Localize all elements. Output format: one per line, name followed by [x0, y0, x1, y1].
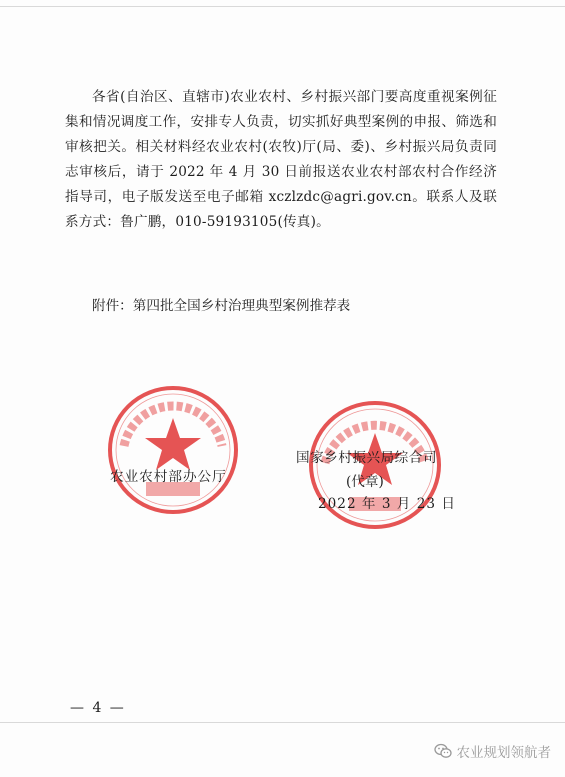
- attachment-line: 附件：第四批全国乡村治理典型案例推荐表: [92, 298, 351, 314]
- signature-date: 2022 年 3 月 23 日: [318, 496, 456, 512]
- body-paragraph: 各省(自治区、直辖市)农业农村、乡村振兴部门要高度重视案例征集和情况调度工作，安排专人负责，切实抓好典型案例的申报、筛选和审核把关。相关材料经农业农村(农牧)厅(局、委)、乡村振兴局负责同志审核后，请于 2022 年 4 月 30 日前报送农业农村部农村合作经济指导司，电子版发送至电子邮箱 xczlzdc@agri.gov.cn。联系人及联系方式：鲁广鹏，010-59193105(传真)。: [65, 89, 497, 230]
- seal-moa-office: [106, 384, 240, 516]
- signature-right-note: (代章): [346, 474, 384, 490]
- signature-right-org: 国家乡村振兴局综合司: [296, 450, 437, 466]
- scan-edge-top: [0, 6, 565, 7]
- seal-moa-office-graphic: [106, 384, 240, 516]
- page-number: — 4 —: [70, 700, 126, 716]
- scan-edge-bottom: [0, 722, 565, 723]
- signature-left-org: 农业农村部办公厅: [110, 469, 227, 485]
- wechat-watermark: [434, 741, 552, 761]
- wechat-icon: [434, 743, 452, 759]
- watermark-text: 农业规划领航者: [456, 745, 551, 761]
- seal-star-icon: [145, 418, 201, 470]
